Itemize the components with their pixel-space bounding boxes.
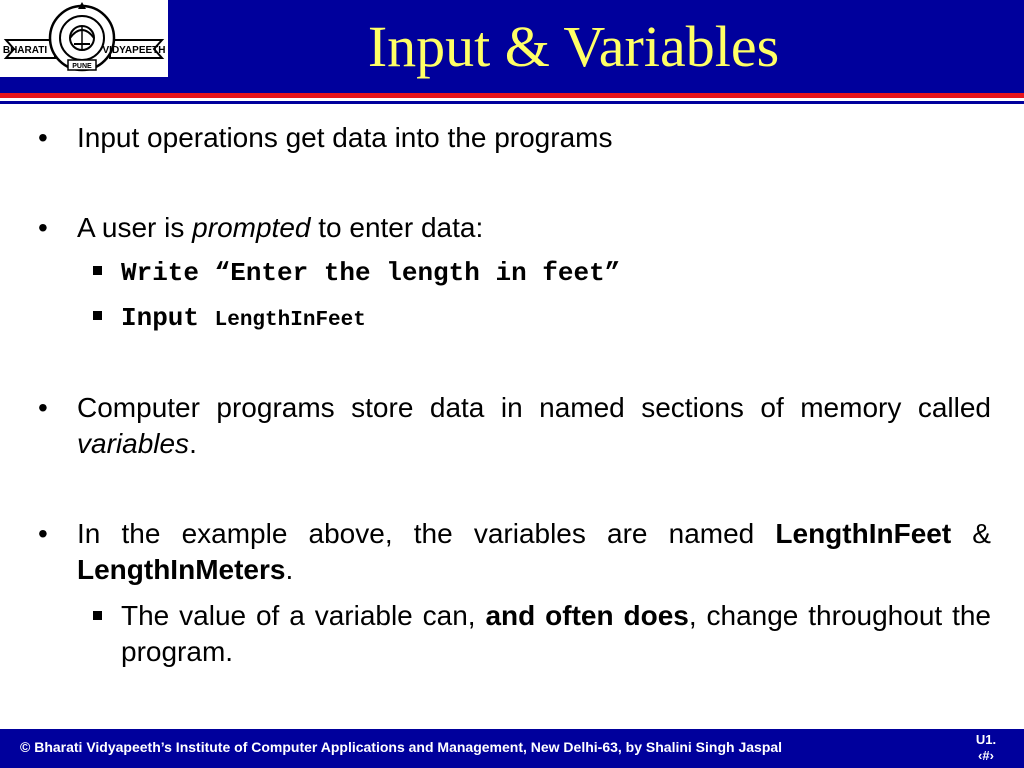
bold-lengthinfeet: LengthInFeet bbox=[775, 518, 952, 549]
text-run: . bbox=[285, 554, 294, 585]
text-run: In the example above, the variables are named bbox=[77, 518, 776, 549]
emphasis-prompted: prompted bbox=[192, 212, 311, 243]
bold-often-does: and often does bbox=[485, 600, 689, 631]
bullet-user-prompted bbox=[77, 210, 991, 246]
sub-bullet-variable-change bbox=[121, 598, 991, 670]
footer-copyright: © Bharati Vidyapeeth’s Institute of Computer Applications and Management, New Delhi-63, by Shalini Singh Jaspal bbox=[20, 739, 783, 755]
slide-footer bbox=[0, 729, 1024, 768]
bold-lengthinmeters: LengthInMeters bbox=[77, 554, 286, 585]
logo-left-text: BHARATI bbox=[2, 45, 48, 56]
slide-number bbox=[966, 732, 1006, 764]
square-bullet-icon bbox=[90, 253, 106, 289]
code-variable: LengthInFeet bbox=[214, 309, 366, 332]
text-run: The value of a variable can, bbox=[121, 600, 486, 631]
sub-bullet-input-statement bbox=[121, 298, 991, 339]
emphasis-variables: variables bbox=[77, 428, 190, 459]
square-bullet-icon bbox=[90, 298, 106, 334]
text-run: & bbox=[951, 518, 991, 549]
text-run: to enter data: bbox=[310, 212, 484, 243]
bullet-input-operations: Input operations get data into the programs bbox=[77, 122, 613, 153]
logo-right-text: VIDYAPEETH bbox=[102, 45, 166, 56]
slide-number-unit: U1. bbox=[975, 732, 997, 747]
text-run: . bbox=[189, 428, 197, 459]
bullet-marker: • bbox=[38, 212, 48, 243]
logo-city-text: PUNE bbox=[72, 63, 92, 70]
bullet-marker: • bbox=[38, 518, 48, 549]
square-bullet-icon bbox=[90, 598, 106, 634]
bullet-marker: • bbox=[38, 392, 48, 423]
bullet-computer-programs bbox=[77, 390, 991, 462]
code-input: Input bbox=[121, 303, 215, 333]
bullet-example-variables bbox=[77, 516, 991, 588]
bullet-marker: • bbox=[38, 122, 48, 153]
text-run: , change throughout the program. bbox=[121, 600, 991, 667]
text-run: A user is bbox=[77, 212, 193, 243]
slide-title: Input & Variables bbox=[367, 14, 780, 79]
slide-number-placeholder: ‹#› bbox=[978, 748, 994, 763]
text-run: Computer programs store data in named sections of memory called bbox=[77, 392, 991, 423]
code-write: Write “Enter the length in feet” bbox=[121, 258, 621, 288]
sub-bullet-write-statement bbox=[121, 253, 991, 291]
